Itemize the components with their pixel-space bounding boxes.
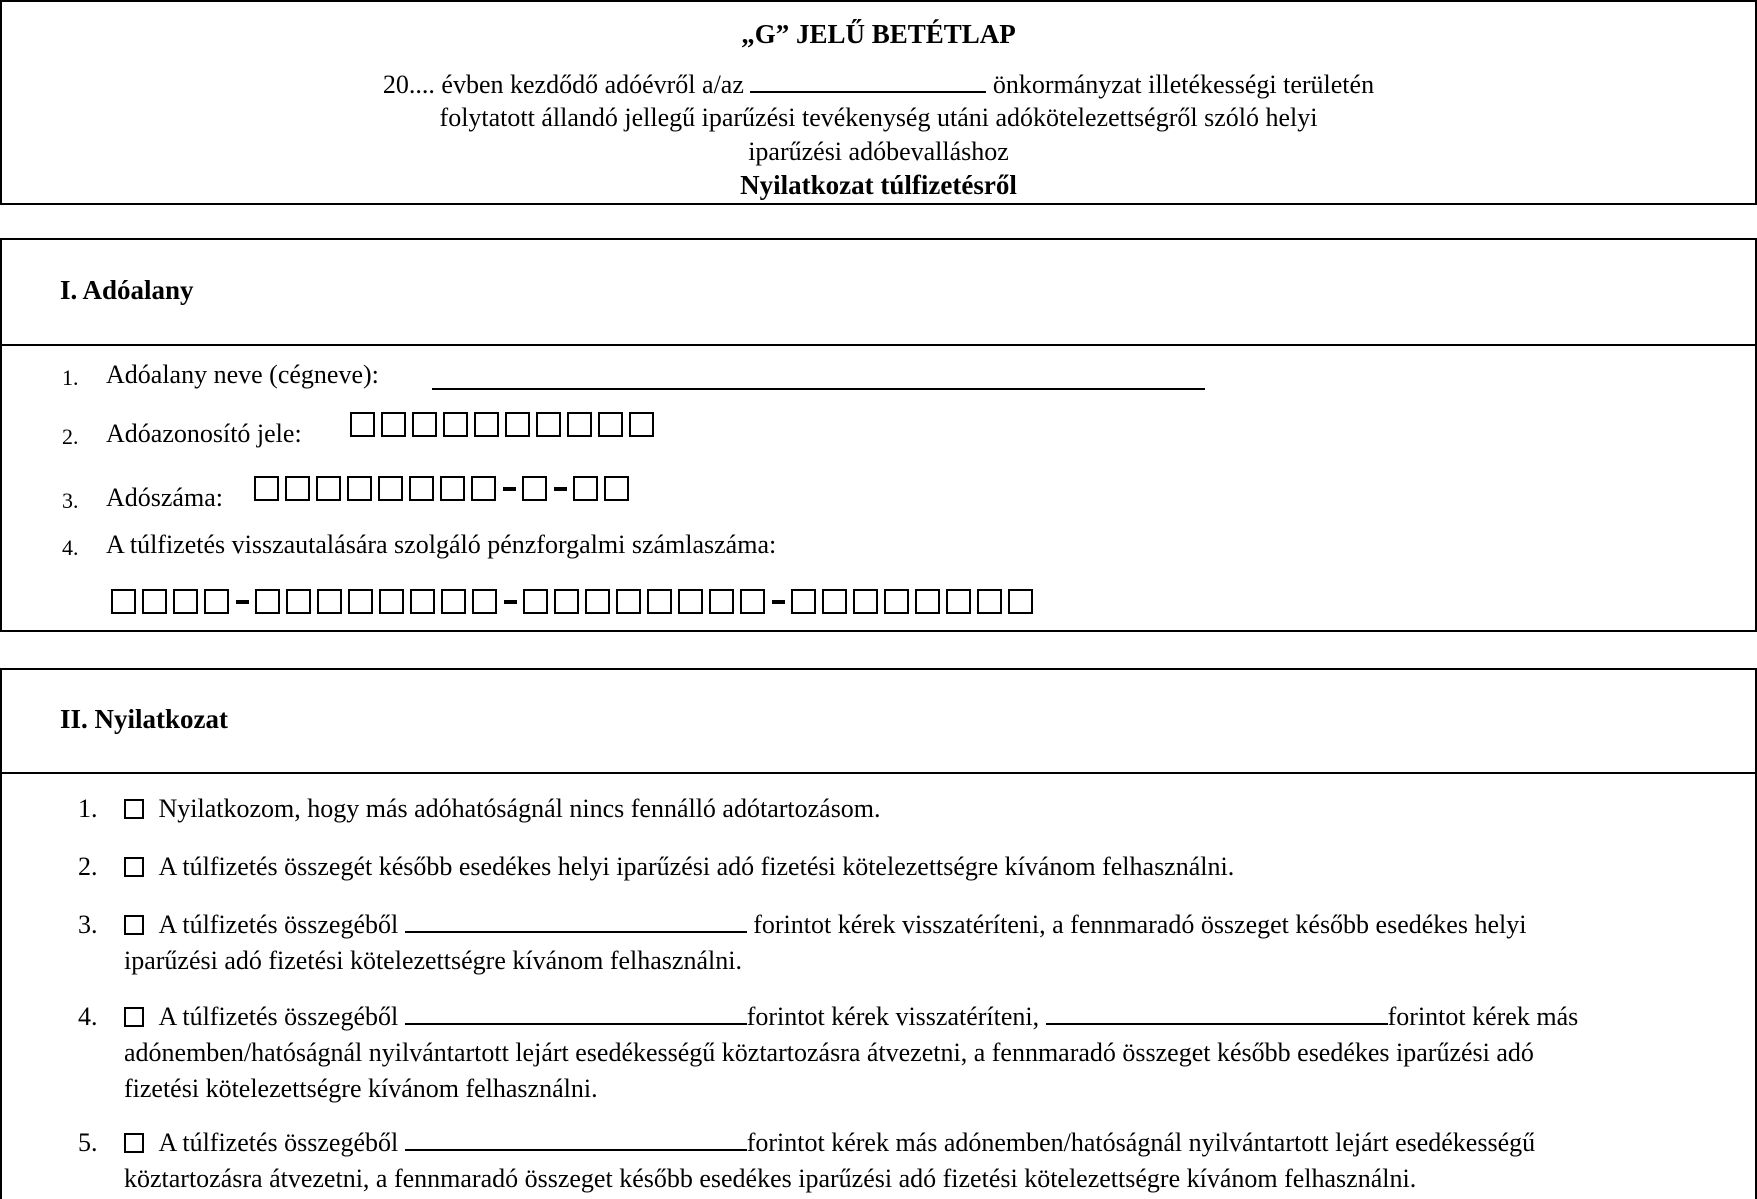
partial-refund-checkbox[interactable]: [124, 915, 144, 935]
section2-item-4: [78, 1002, 1578, 1032]
refund-amount-field[interactable]: [405, 1003, 747, 1025]
header-line-1-before: 20.... évben kezdődő adóévről a/az: [382, 70, 744, 99]
header-line-3: iparűzési adóbevalláshoz: [748, 137, 1009, 166]
item-label: A túlfizetés visszautalására szolgáló pénzforgalmi számlaszáma:: [106, 530, 777, 559]
taxpayer-name-field[interactable]: [432, 388, 1205, 390]
item-text: Nyilatkozom, hogy más adóhatóságnál nincs fennálló adótartozásom.: [158, 794, 881, 823]
section2-item-4-cont-2: fizetési kötelezettségre kívánom felhasználni.: [124, 1074, 598, 1103]
refund-and-transfer-checkbox[interactable]: [124, 1007, 144, 1027]
section2-title: II. Nyilatkozat: [60, 704, 228, 734]
header-line-1: [2, 69, 1755, 100]
tax-id-boxes[interactable]: [350, 412, 660, 437]
section2-item-4-cont-1: adónemben/hatóságnál nyilvántartott lejárt esedékességű köztartozásra átvezetni, a fennmaradó összeget később esedékes iparűzési adó: [124, 1038, 1534, 1067]
item-number: 3.: [62, 488, 79, 513]
item-number: 4.: [78, 1002, 98, 1031]
section1-title: I. Adóalany: [60, 275, 194, 305]
item-number: 2.: [78, 852, 98, 881]
transfer-amount-field[interactable]: [1046, 1003, 1388, 1025]
item-text: A túlfizetés összegéből: [158, 1128, 399, 1157]
item-text: forintot kérek más: [1387, 1002, 1579, 1031]
item-number: 3.: [78, 910, 98, 939]
section2-header-box: [0, 668, 1757, 774]
item-label: Adószáma:: [106, 483, 223, 512]
header-line-1-after: önkormányzat illetékességi területén: [992, 70, 1375, 99]
item-text: A túlfizetés összegéből: [158, 910, 399, 939]
item-number: 2.: [62, 424, 79, 449]
use-overpayment-checkbox[interactable]: [124, 857, 144, 877]
section2-item-1: [78, 794, 881, 824]
item-number: 4.: [62, 535, 79, 560]
tax-number-boxes[interactable]: [254, 476, 635, 501]
item-number: 1.: [62, 365, 79, 390]
header-line-2: folytatott állandó jellegű iparűzési tevékenység utáni adókötelezettségről szóló helyi: [439, 103, 1318, 132]
item-number: 5.: [78, 1128, 98, 1157]
municipality-field[interactable]: [750, 69, 986, 93]
section2-item-5-cont: köztartozásra átvezetni, a fennmaradó összeget később esedékes iparűzési adó fizetési kötelezettségre kívánom felhasználni.: [124, 1164, 1417, 1193]
section2-item-5: [78, 1128, 1535, 1158]
form-title: „G” JELŰ BETÉTLAP: [741, 19, 1016, 49]
item-text: forintot kérek visszatéríteni,: [746, 1002, 1040, 1031]
item-label: Adóalany neve (cégneve):: [106, 360, 379, 389]
transfer-checkbox[interactable]: [124, 1133, 144, 1153]
header-box: [0, 0, 1757, 205]
section1-body-box: [0, 344, 1757, 632]
bank-account-boxes[interactable]: [111, 589, 1039, 614]
item-text: forintot kérek más adónemben/hatóságnál nyilvántartott lejárt esedékességű: [746, 1128, 1536, 1157]
section2-item-3-cont: iparűzési adó fizetési kötelezettségre kívánom felhasználni.: [124, 946, 742, 975]
item-number: 1.: [78, 794, 98, 823]
section2-item-2: [78, 852, 1234, 882]
section2-item-3: [78, 910, 1526, 940]
item-text: forintot kérek visszatéríteni, a fennmaradó összeget később esedékes helyi: [753, 910, 1527, 939]
no-tax-debt-checkbox[interactable]: [124, 799, 144, 819]
item-text: A túlfizetés összegét később esedékes helyi iparűzési adó fizetési kötelezettségre kívánom felhasználni.: [158, 852, 1235, 881]
transfer-amount-field[interactable]: [405, 1129, 747, 1151]
item-label: Adóazonosító jele:: [106, 419, 302, 448]
section2-body-box: [0, 772, 1757, 1199]
item-text: A túlfizetés összegéből: [158, 1002, 399, 1031]
refund-amount-field[interactable]: [405, 911, 747, 933]
section1-header-box: [0, 238, 1757, 346]
form-subtitle: Nyilatkozat túlfizetésről: [740, 170, 1017, 200]
